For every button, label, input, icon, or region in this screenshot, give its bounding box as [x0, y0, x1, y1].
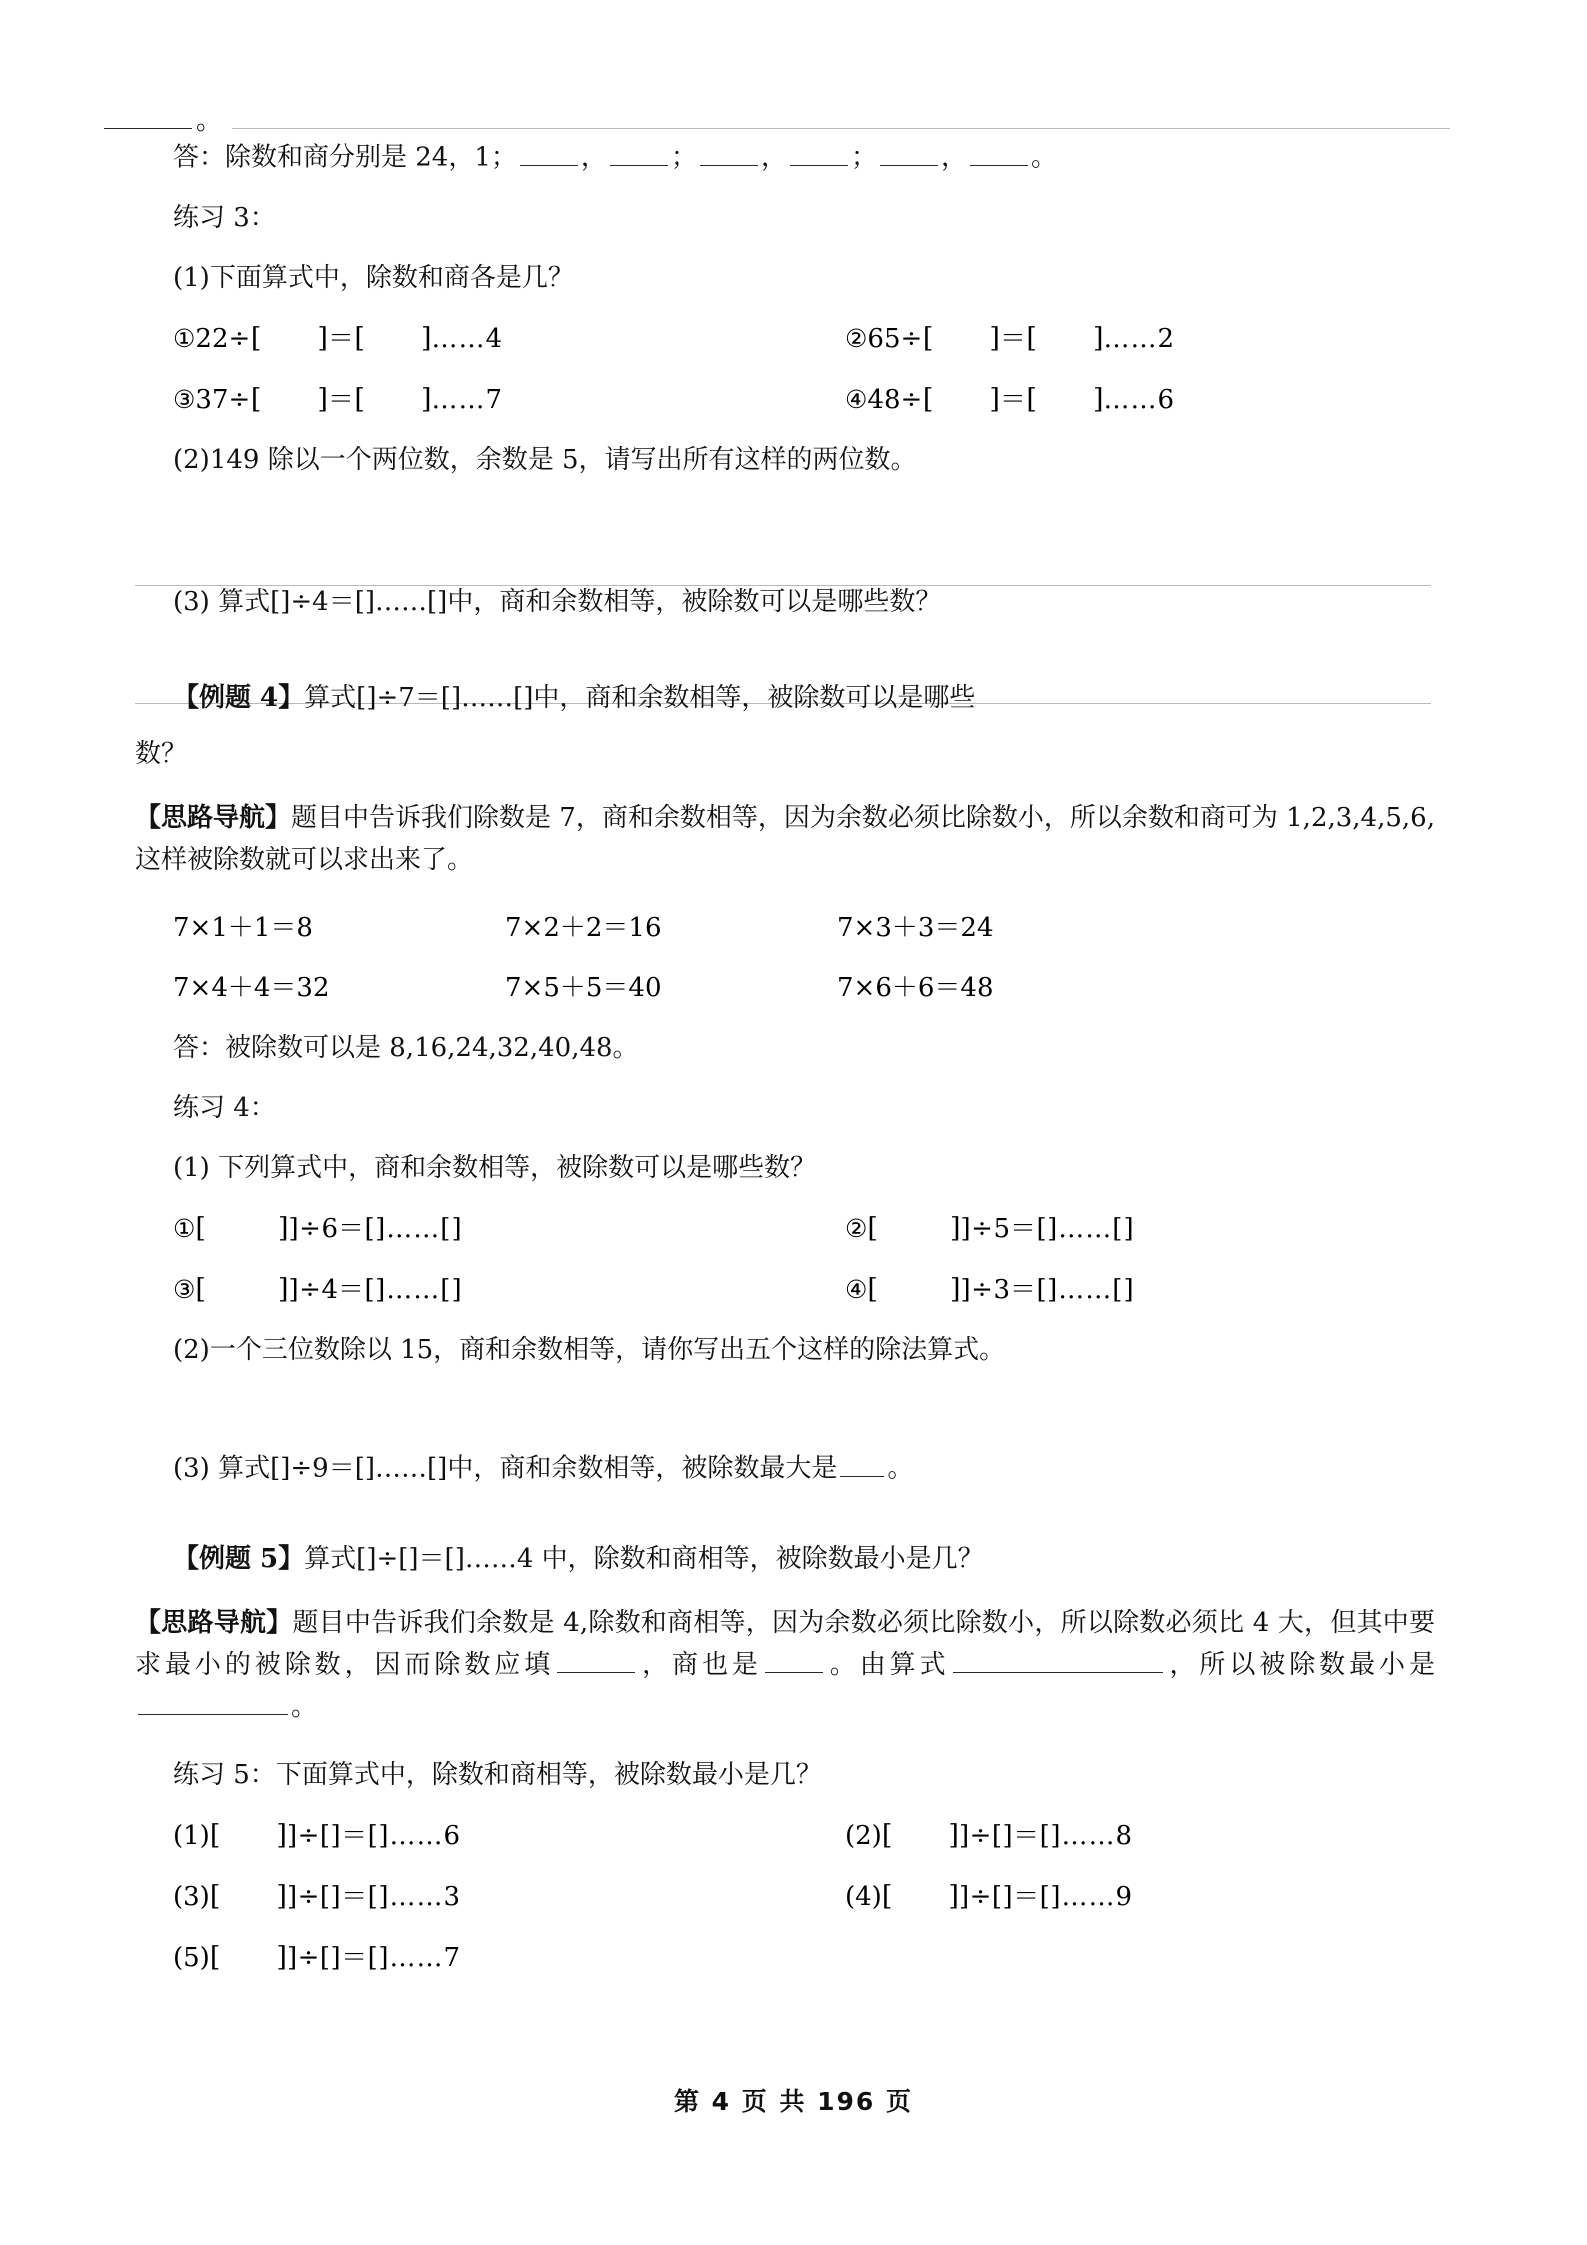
equals-sign: ＝ — [327, 323, 355, 354]
quotient-bracket[interactable]: [ ] — [354, 383, 432, 415]
equals-bracket: ]＝[ — [330, 1820, 379, 1851]
example4-guide — [135, 797, 1435, 881]
ellipsis: …… — [431, 323, 486, 354]
answer-semi-1: ； — [670, 142, 697, 173]
guide-text-5: 。 — [291, 1691, 318, 1722]
q3-suffix: ]中，商和余数相等，被除数可以是哪些数？ — [437, 586, 942, 617]
top-period: 。 — [196, 106, 223, 136]
item-marker: ④ — [845, 384, 868, 414]
stem-part-1: 算式[ — [304, 682, 367, 713]
dividend-bracket[interactable]: [ ] — [881, 1880, 959, 1912]
answer-semi-2: ； — [850, 142, 877, 173]
remainder: 6 — [443, 1820, 461, 1851]
equals-bracket-open: ＝[ — [1010, 1274, 1048, 1305]
guide-text-1: 题目中告诉我们余数是 4,除数和商相等，因为余数必须比除数小，所以除数必须比 4 大，但其中要求最小的被除数，因而除数应填 — [135, 1607, 1435, 1680]
calc-item: 7×5＋5＝40 — [505, 972, 662, 1003]
exercise3-equation-2 — [845, 322, 1465, 354]
exercise3-answer-space — [135, 473, 1435, 589]
divisor-bracket[interactable]: [ ] — [250, 383, 328, 415]
ellipsis-bracket: ]……[ — [375, 1213, 452, 1244]
answer-blank-5 — [880, 140, 938, 166]
ellipsis: ]…… — [378, 1820, 444, 1851]
item-marker: (2) — [845, 1820, 882, 1851]
divisor-bracket[interactable]: [ ] — [922, 383, 1000, 415]
guide-blank-quotient — [765, 1647, 823, 1673]
page-footer: 第 4 页 共 196 页 — [673, 2087, 914, 2116]
exercise5-intro: 下面算式中，除数和商相等，被除数最小是几？ — [275, 1759, 822, 1790]
dividend: 65 — [867, 323, 901, 354]
exercise4-title: 练习 4： — [173, 1092, 276, 1123]
divide-bracket: ]÷[ — [958, 1881, 1003, 1912]
remainder: 3 — [443, 1881, 461, 1912]
calc-item: 7×2＋2＝16 — [505, 912, 662, 943]
q3-suffix: 。 — [887, 1453, 914, 1484]
answer-comma-2: ， — [760, 142, 787, 173]
stem-part-2: ]÷[ — [366, 1543, 409, 1574]
equals-sign: ＝ — [327, 384, 355, 415]
remainder: 2 — [1157, 323, 1175, 354]
q3-prefix: (3) 算式[ — [173, 586, 281, 617]
answer-blank-2 — [610, 140, 668, 166]
divide-sign: ÷ — [900, 384, 923, 415]
divide-sign: ]÷ — [288, 1274, 322, 1305]
exercise4-equation-3 — [173, 1273, 845, 1305]
equals-bracket: ]＝[ — [1002, 1820, 1051, 1851]
item-marker: ② — [845, 1213, 868, 1243]
item-marker: (5) — [173, 1942, 210, 1973]
dividend-bracket[interactable]: [ ] — [195, 1212, 289, 1244]
exercise3-q2: (2)149 除以一个两位数，余数是 5，请写出所有这样的两位数。 — [173, 444, 917, 475]
guide-text-4: ，所以被除数最小是 — [1165, 1649, 1435, 1680]
page-content — [135, 120, 1435, 1971]
exercise3-q3 — [173, 586, 1435, 617]
exercise4-equation-4 — [845, 1273, 1465, 1305]
calc-item: 7×4＋4＝32 — [173, 972, 330, 1003]
example4-label: 【例题 4】 — [173, 682, 305, 713]
exercise3-q1: (1)下面算式中，除数和商各是几？ — [173, 262, 574, 293]
q3-dots: ]……[ — [364, 1453, 438, 1484]
dividend-bracket[interactable]: [ ] — [209, 1941, 287, 1973]
item-marker: ③ — [173, 384, 196, 414]
example4-stem-line2: 数？ — [135, 738, 188, 769]
guide-blank-equation — [953, 1647, 1163, 1673]
divide-bracket: ]÷[ — [958, 1820, 1003, 1851]
answer-comma-3: ， — [940, 142, 967, 173]
divide-bracket: ]÷[ — [286, 1881, 331, 1912]
divide-bracket: ]÷[ — [286, 1942, 331, 1973]
exercise5-equation-3 — [173, 1880, 845, 1912]
ellipsis: ]…… — [1050, 1881, 1116, 1912]
exercise3-equation-row-1 — [173, 322, 1435, 354]
item-marker: ① — [173, 1213, 196, 1243]
answer-blank-1 — [520, 140, 578, 166]
divisor: 6 — [321, 1213, 338, 1244]
divisor: 3 — [993, 1274, 1010, 1305]
dividend-bracket[interactable]: [ ] — [867, 1273, 961, 1305]
ellipsis: …… — [431, 384, 486, 415]
calc-item: 7×3＋3＝24 — [837, 912, 994, 943]
divide-sign: ]÷ — [288, 1213, 322, 1244]
guide-text: 题目中告诉我们除数是 7，商和余数相等，因为余数必须比除数小，所以余数和商可为 1,2,3,4,5,6,这样被除数就可以求出来了。 — [135, 802, 1435, 875]
exercise4-equation-2 — [845, 1212, 1465, 1244]
bracket-close: ] — [451, 1274, 462, 1305]
bracket-close: ] — [1123, 1213, 1134, 1244]
ellipsis-bracket: ]……[ — [1047, 1274, 1124, 1305]
equals-bracket: ]＝[ — [330, 1942, 379, 1973]
quotient-bracket[interactable]: [ ] — [1026, 383, 1104, 415]
quotient-bracket[interactable]: [ ] — [1026, 322, 1104, 354]
previous-answer-prefix: 答：除数和商分别是 24，1； — [173, 142, 517, 173]
remainder: 7 — [485, 384, 503, 415]
equals-bracket-open: ＝[ — [338, 1213, 376, 1244]
divide-bracket: ]÷[ — [286, 1820, 331, 1851]
exercise5-equation-2 — [845, 1819, 1465, 1851]
example4-calc-row-1 — [173, 912, 1435, 943]
item-marker: (4) — [845, 1881, 882, 1912]
exercise5-equation-5 — [173, 1941, 845, 1973]
exercise5-equation-row-2 — [173, 1880, 1435, 1912]
exercise4-answer-space — [135, 1363, 1435, 1451]
guide-text-2: ，商也是 — [638, 1649, 762, 1680]
divisor: 4 — [321, 1274, 338, 1305]
stem-part-2: ]÷7＝[ — [366, 682, 451, 713]
guide-label: 【思路导航】 — [135, 1607, 293, 1638]
guide-blank-min — [138, 1689, 288, 1715]
item-marker: (3) — [173, 1881, 210, 1912]
equals-sign: ＝ — [999, 323, 1027, 354]
exercise3-equation-row-2 — [173, 383, 1435, 415]
exercise4-q1: (1) 下列算式中，商和余数相等，被除数可以是哪些数？ — [173, 1152, 817, 1183]
exercise4-equation-1 — [173, 1212, 845, 1244]
divide-sign: ÷ — [900, 323, 923, 354]
item-marker: ① — [173, 323, 196, 353]
remainder: 7 — [443, 1942, 461, 1973]
exercise5-heading — [173, 1759, 1435, 1790]
q3-prefix: (3) 算式[ — [173, 1453, 281, 1484]
q3-answer-blank — [840, 1451, 884, 1477]
guide-label: 【思路导航】 — [135, 802, 292, 833]
dividend-bracket[interactable]: [ ] — [867, 1212, 961, 1244]
exercise5-equation-row-3 — [173, 1941, 1435, 1973]
ellipsis: ]…… — [378, 1942, 444, 1973]
answer-blank-6 — [970, 140, 1028, 166]
remainder: 9 — [1115, 1881, 1133, 1912]
answer-comma-1: ， — [580, 142, 607, 173]
dividend: 48 — [867, 384, 901, 415]
divide-sign: ÷ — [228, 323, 251, 354]
exercise3-title: 练习 3： — [173, 202, 276, 233]
q3-dots: ]……[ — [364, 586, 438, 617]
answer-blank-4 — [790, 140, 848, 166]
exercise5-equation-row-1 — [173, 1819, 1435, 1851]
dividend: 37 — [195, 384, 229, 415]
item-marker: ② — [845, 323, 868, 353]
divide-sign: ]÷ — [960, 1274, 994, 1305]
example4-stem-line1 — [173, 682, 1435, 713]
example5-spacer — [135, 1482, 1435, 1546]
dividend-bracket[interactable]: [ ] — [881, 1819, 959, 1851]
quotient-bracket[interactable]: [ ] — [354, 322, 432, 354]
calc-item: 7×6＋6＝48 — [837, 972, 994, 1003]
remainder: 6 — [1157, 384, 1175, 415]
exercise3-equation-3 — [173, 383, 845, 415]
exercise4-equation-row-2 — [173, 1273, 1435, 1305]
remainder: 4 — [485, 323, 503, 354]
q3-divide: ]÷9＝[ — [280, 1453, 365, 1484]
equals-bracket: ]＝[ — [330, 1881, 379, 1912]
stem-part-3: ]＝[ — [408, 1543, 455, 1574]
stem-part-4: ]……4 中，除数和商相等，被除数最小是几？ — [454, 1543, 984, 1574]
dividend-bracket[interactable]: [ ] — [195, 1273, 289, 1305]
exercise5-title: 练习 5： — [173, 1759, 276, 1790]
example5-guide — [135, 1602, 1435, 1728]
q3-divide: ]÷4＝[ — [280, 586, 365, 617]
example4-calc-row-2 — [173, 972, 1435, 1003]
bracket-close: ] — [451, 1213, 462, 1244]
bracket-close: ] — [1123, 1274, 1134, 1305]
ellipsis: …… — [1103, 384, 1158, 415]
q3-mid: ]中，商和余数相等，被除数最大是 — [437, 1453, 838, 1484]
divisor-bracket[interactable]: [ ] — [250, 322, 328, 354]
divisor: 5 — [993, 1213, 1010, 1244]
exercise4-q2: (2)一个三位数除以 15，商和余数相等，请你写出五个这样的除法算式。 — [173, 1334, 1006, 1365]
exercise3-equation-1 — [173, 322, 845, 354]
guide-blank-divisor — [557, 1647, 635, 1673]
calc-item: 7×1＋1＝8 — [173, 912, 313, 943]
dividend-bracket[interactable]: [ ] — [209, 1819, 287, 1851]
example4-answer: 答：被除数可以是 8,16,24,32,40,48。 — [173, 1032, 639, 1063]
guide-text-3: 。由算式 — [825, 1649, 950, 1680]
equals-bracket-open: ＝[ — [338, 1274, 376, 1305]
equals-bracket-open: ＝[ — [1010, 1213, 1048, 1244]
divide-sign: ÷ — [228, 384, 251, 415]
ellipsis: ]…… — [378, 1881, 444, 1912]
ellipsis-bracket: ]……[ — [1047, 1213, 1124, 1244]
exercise5-equation-1 — [173, 1819, 845, 1851]
equals-sign: ＝ — [999, 384, 1027, 415]
stem-part-3: ]……[ — [450, 682, 524, 713]
item-marker: ④ — [845, 1274, 868, 1304]
item-marker: (1) — [173, 1820, 210, 1851]
ellipsis: ]…… — [1050, 1820, 1116, 1851]
equals-bracket: ]＝[ — [1002, 1881, 1051, 1912]
stem-part-4: ]中，商和余数相等，被除数可以是哪些 — [523, 682, 976, 713]
dividend: 22 — [195, 323, 229, 354]
ellipsis-bracket: ]……[ — [375, 1274, 452, 1305]
example5-stem — [173, 1543, 1435, 1574]
exercise5-equation-4 — [845, 1880, 1465, 1912]
stem-part-1: 算式[ — [304, 1543, 367, 1574]
divisor-bracket[interactable]: [ ] — [922, 322, 1000, 354]
answer-suffix: 。 — [1030, 142, 1057, 173]
example5-label: 【例题 5】 — [173, 1543, 305, 1574]
previous-answer-line — [173, 140, 1435, 171]
example4-spacer — [135, 615, 1435, 685]
dividend-bracket[interactable]: [ ] — [209, 1880, 287, 1912]
divide-sign: ]÷ — [960, 1213, 994, 1244]
exercise3-equation-4 — [845, 383, 1465, 415]
exercise4-equation-row-1 — [173, 1212, 1435, 1244]
exercise4-q3 — [173, 1451, 1435, 1482]
answer-blank-3 — [700, 140, 758, 166]
item-marker: ③ — [173, 1274, 196, 1304]
ellipsis: …… — [1103, 323, 1158, 354]
remainder: 8 — [1115, 1820, 1133, 1851]
